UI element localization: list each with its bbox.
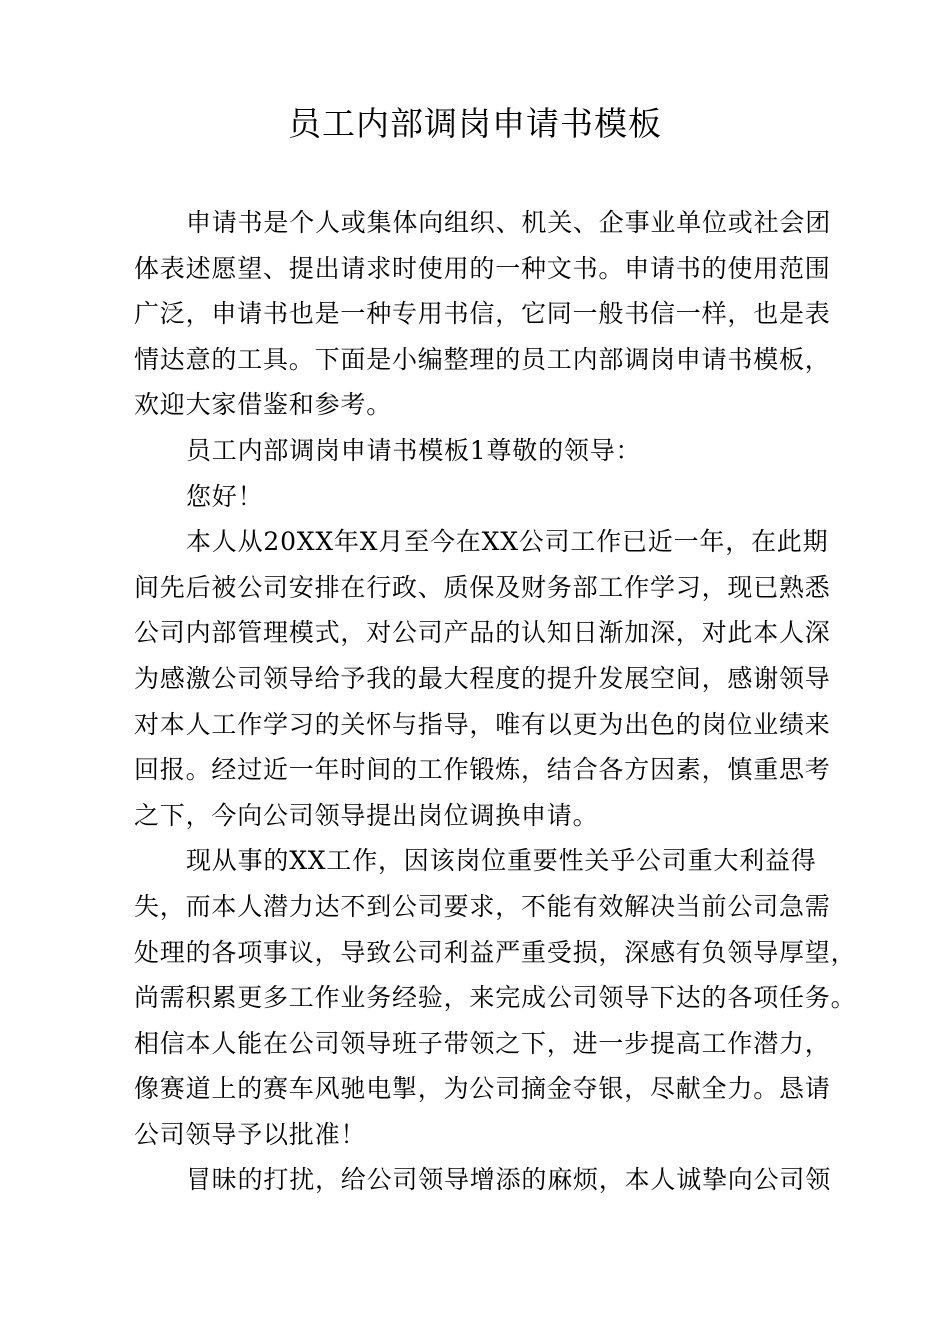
paragraph-line: 情达意的工具。下面是小编整理的员工内部调岗申请书模板， [134,344,831,374]
document-title: 员工内部调岗申请书模板 [288,104,662,143]
paragraph-line: 欢迎大家借鉴和参考。 [134,390,393,420]
paragraph-line: 对本人工作学习的关怀与指导，唯有以更为出色的岗位业绩来 [134,709,831,739]
paragraph-line: 尚需积累更多工作业务经验，来完成公司领导下达的各项任务。 [134,983,857,1013]
paragraph-line: 广泛，申请书也是一种专用书信，它同一般书信一样，也是表 [134,299,831,329]
paragraph-line: 冒昧的打扰，给公司领导增添的麻烦，本人诚挚向公司领 [186,1165,832,1195]
paragraph-line: 像赛道上的赛车风驰电掣，为公司摘金夺银，尽献全力。恳请 [134,1074,831,1104]
paragraph-line: 相信本人能在公司领导班子带领之下，进一步提高工作潜力， [134,1028,831,1058]
paragraph-line: 回报。经过近一年时间的工作锻炼，结合各方因素，慎重思考 [134,755,831,785]
paragraph-line: 申请书是个人或集体向组织、机关、企事业单位或社会团 [186,208,832,237]
paragraph-line: 公司内部管理模式，对公司产品的认知日渐加深，对此本人深 [134,618,831,648]
greeting-line: 您好！ [186,481,264,511]
template-heading-line: 员工内部调岗申请书模板1尊敬的领导： [186,435,642,465]
paragraph-line: 现从事的XX工作，因该岗位重要性关乎公司重大利益得 [186,846,817,876]
paragraph-line: 失，而本人潜力达不到公司要求，不能有效解决当前公司急需 [134,891,831,921]
document-body [134,200,857,1203]
paragraph-line: 处理的各项事议，导致公司利益严重受损，深感有负领导厚望， [134,937,857,967]
paragraph-line: 之下，今向公司领导提出岗位调换申请。 [134,800,599,830]
paragraph-line: 为感激公司领导给予我的最大程度的提升发展空间，感谢领导 [134,663,831,693]
paragraph-line: 间先后被公司安排在行政、质保及财务部工作学习，现已熟悉 [134,572,831,602]
paragraph-line: 体表述愿望、提出请求时使用的一种文书。申请书的使用范围 [134,253,831,283]
paragraph-line: 本人从20XX年X月至今在XX公司工作已近一年，在此期 [186,527,829,557]
paragraph-line: 公司领导予以批准！ [134,1119,367,1149]
